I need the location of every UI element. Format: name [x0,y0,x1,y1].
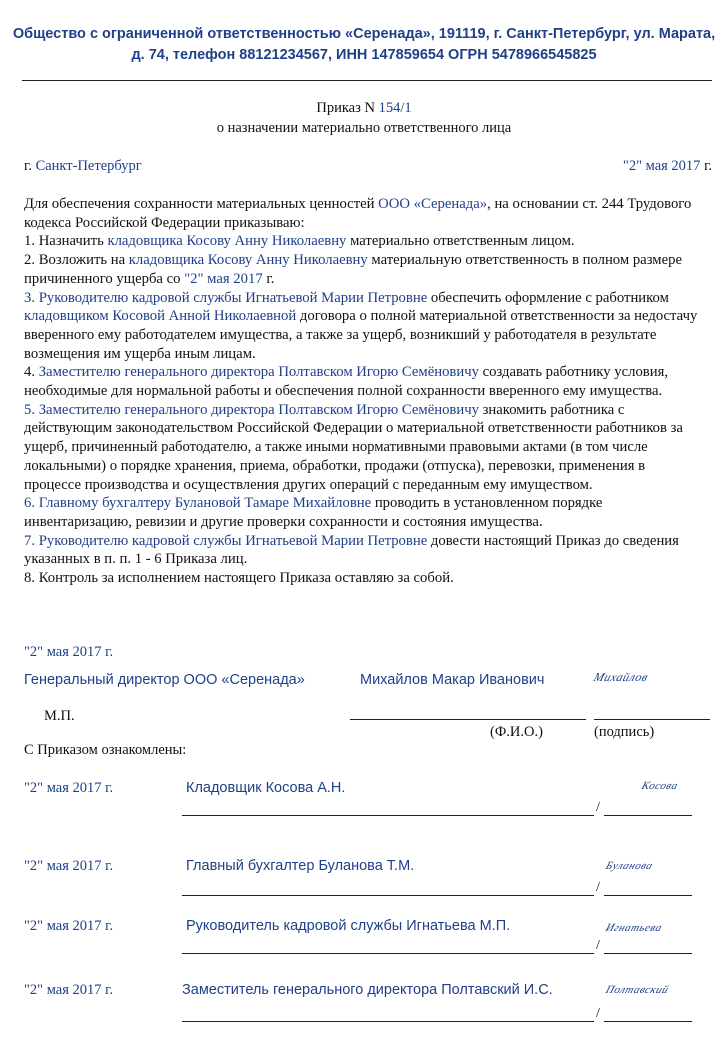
fio-line [350,719,586,720]
fio-label: (Ф.И.О.) [490,724,543,740]
acquainted-date: "2" мая 2017 г. [24,982,114,998]
item-7: 7. Руководителю кадровой службы Игнатьевой Марии Петровне довести настоящий Приказ до сведения указанных в п. п. 1 - 6 Приказа лиц. [24,532,679,568]
header-divider [22,80,712,81]
stamp-place: М.П. [44,708,75,724]
separator-slash: / [596,800,600,815]
sign-line [594,719,710,720]
order-date-suffix: г. [700,158,712,174]
acquainted-sign-line [604,895,692,896]
item-2: 2. Возложить на кладовщика Косову Анну Николаевну материальную ответственность в полном размере причиненного ущерба со "2" мая 2017 г. [24,252,682,287]
item-4-person: Заместителю генерального директора Полтавском Игорю Семёновичу [38,364,479,381]
city-prefix: г. [24,158,36,174]
acquainted-person: Кладовщик Косова А.Н. [186,780,346,796]
acquainted-heading: С Приказом ознакомлены: [24,742,187,758]
item-3-person: 3. Руководителю кадровой службы Игнатьевой Марии Петровне [24,289,428,306]
acquainted-person: Заместитель генерального директора Полтавский И.С. [182,982,553,998]
acquainted-fio-line [182,895,594,896]
company-header [10,24,718,66]
item-1: 1. Назначить кладовщика Косову Анну Николаевну материально ответственным лицом. [24,233,575,250]
item-5-person: 5. Заместителю генерального директора Полтавском Игорю Семёновичу [24,401,479,418]
separator-slash: / [596,880,600,895]
order-date-value: "2" мая 2017 [622,158,701,174]
acquainted-person: Руководитель кадровой службы Игнатьева М.П. [186,918,511,934]
order-subtitle: о назначении материально ответственного лица [216,120,512,136]
acquainted-signature: Косова [640,780,680,792]
order-number: 154/1 [378,100,412,116]
item-6: 6. Главному бухгалтеру Булановой Тамаре Михайловне проводить в установленном порядке инвентаризацию, ревизии и другие проверки сохранности и состояния имущества. [24,495,603,530]
acquainted-person: Главный бухгалтер Буланова Т.М. [186,858,415,874]
separator-slash: / [596,1006,600,1021]
intro-org: ООО «Серенада» [378,196,488,212]
signature-date: "2" мая 2017 г. [24,644,114,660]
company-header-line-1: Общество с ограниченной ответственностью «Серенада», 191119, г. Санкт-Петербург, ул. Марата, [12,26,716,42]
acquainted-fio-line [182,1021,594,1022]
separator-slash: / [596,938,600,953]
acquainted-sign-line [604,953,692,954]
acquainted-signature: Буланова [604,860,655,872]
item-6-person: 6. Главному бухгалтеру Булановой Тамаре Михайловне [24,495,372,512]
item-2-person: кладовщика Косову Анну Николаевну [128,252,368,269]
item-2-date: "2" мая 2017 [184,270,263,287]
acquainted-sign-line [604,1021,692,1022]
item-3-employee: кладовщиком Косовой Анной Николаевной [24,308,297,325]
company-header-line-2: д. 74, телефон 88121234567, ИНН 147859654 ОГРН 5478966545825 [131,47,597,63]
city: Санкт-Петербург [35,158,142,174]
item-8: 8. Контроль за исполнением настоящего Приказа оставляю за собой. [24,570,454,587]
director-name: Михайлов Макар Иванович [360,672,545,688]
acquainted-sign-line [604,815,692,816]
item-5: 5. Заместителю генерального директора Полтавском Игорю Семёновичу знакомить работника с действующим законодательством Российской Федерации о материальной ответственности работников за ущерб, причиненный работодателю, а также иными нормативными правовыми актами (в том числе локальными) о порядке хранения, приема, обработки, продажи (отпуска), перевозки, применения в процессе производства и осуществления других операций с переданным ему имуществом. [24,401,683,493]
acquainted-date: "2" мая 2017 г. [24,918,114,934]
intro-paragraph: Для обеспечения сохранности материальных ценностей ООО «Серенада», на основании ст. 244 Трудового кодекса Российской Федерации приказываю: [24,196,692,231]
sign-label: (подпись) [594,724,655,740]
order-date [623,158,712,175]
order-title [0,100,728,117]
acquainted-signature: Игнатьева [604,922,664,934]
acquainted-date: "2" мая 2017 г. [24,858,114,874]
director-signature: Михайлов [591,670,651,684]
item-3: 3. Руководителю кадровой службы Игнатьевой Марии Петровне обеспечить оформление с работником кладовщиком Косовой Анной Николаевной договора о полной материальной ответственности за недостачу вверенного ему работодателем имущества, а также за ущерб, возникший у работодателя в результате возмещения им ущерба иным лицам. [24,289,698,362]
acquainted-fio-line [182,953,594,954]
acquainted-fio-line [182,815,594,816]
item-1-person: кладовщика Косову Анну Николаевну [107,233,347,250]
acquainted-signature: Полтавский [604,984,671,996]
order-prefix: Приказ N [316,100,379,116]
city-line [24,158,142,175]
acquainted-date: "2" мая 2017 г. [24,780,114,796]
director-position: Генеральный директор ООО «Серенада» [24,672,305,688]
item-4: 4. Заместителю генерального директора Полтавском Игорю Семёновичу создавать работнику условия, необходимые для нормальной работы и обеспечения полной сохранности вверенного ему имущества. [24,364,669,400]
order-body [24,195,702,588]
item-7-person: 7. Руководителю кадровой службы Игнатьевой Марии Петровне [24,532,428,549]
